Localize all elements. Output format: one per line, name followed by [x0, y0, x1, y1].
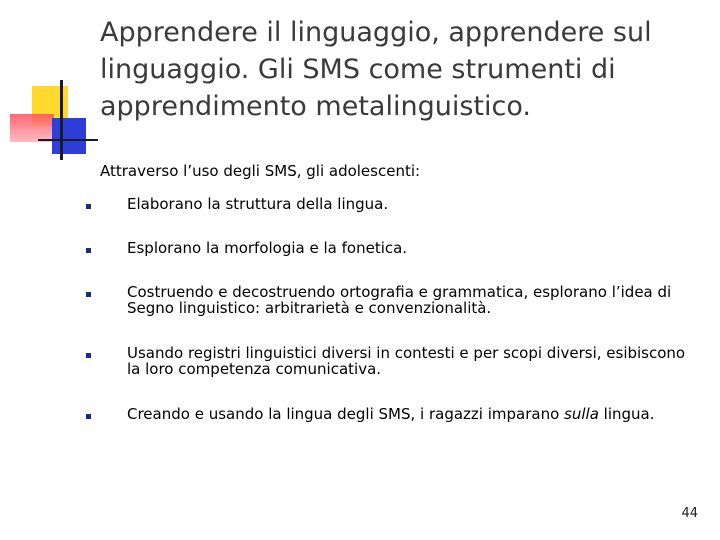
intro-text: Attraverso l’uso degli SMS, gli adolescenti:: [100, 162, 421, 180]
bullet-text: Elaborano la struttura della lingua.: [127, 195, 389, 213]
bullet-text-italic: sulla: [564, 405, 599, 423]
bullet-text-before: Creando e usando la lingua degli SMS, i ragazzi imparano: [127, 405, 565, 423]
horizontal-line-decoration: [38, 139, 98, 141]
vertical-line-decoration: [60, 80, 63, 160]
square-bullet-icon: [86, 292, 91, 297]
red-square-decoration: [10, 114, 54, 142]
square-bullet-icon: [86, 414, 91, 419]
bullet-text-after: lingua.: [598, 405, 655, 423]
bullet-text: Esplorano la morfologia e la fonetica.: [127, 239, 408, 257]
bullet-text: [127, 406, 702, 422]
page-number: 44: [681, 506, 698, 521]
square-bullet-icon: [86, 353, 91, 358]
blue-square-decoration: [52, 118, 86, 154]
square-bullet-icon: [86, 248, 91, 253]
slide-title: Apprendere il linguaggio, apprendere sul linguaggio. Gli SMS come strumenti di apprendimento metalinguistico.: [100, 17, 652, 122]
bullet-text: Usando registri linguistici diversi in contesti e per scopi diversi, esibiscono la loro competenza comunicativa.: [127, 344, 686, 378]
bullet-text: Costruendo e decostruendo ortografia e grammatica, esplorano l’idea di Segno linguistico: arbitrarietà e convenzionalità.: [127, 283, 672, 317]
square-bullet-icon: [86, 204, 91, 209]
